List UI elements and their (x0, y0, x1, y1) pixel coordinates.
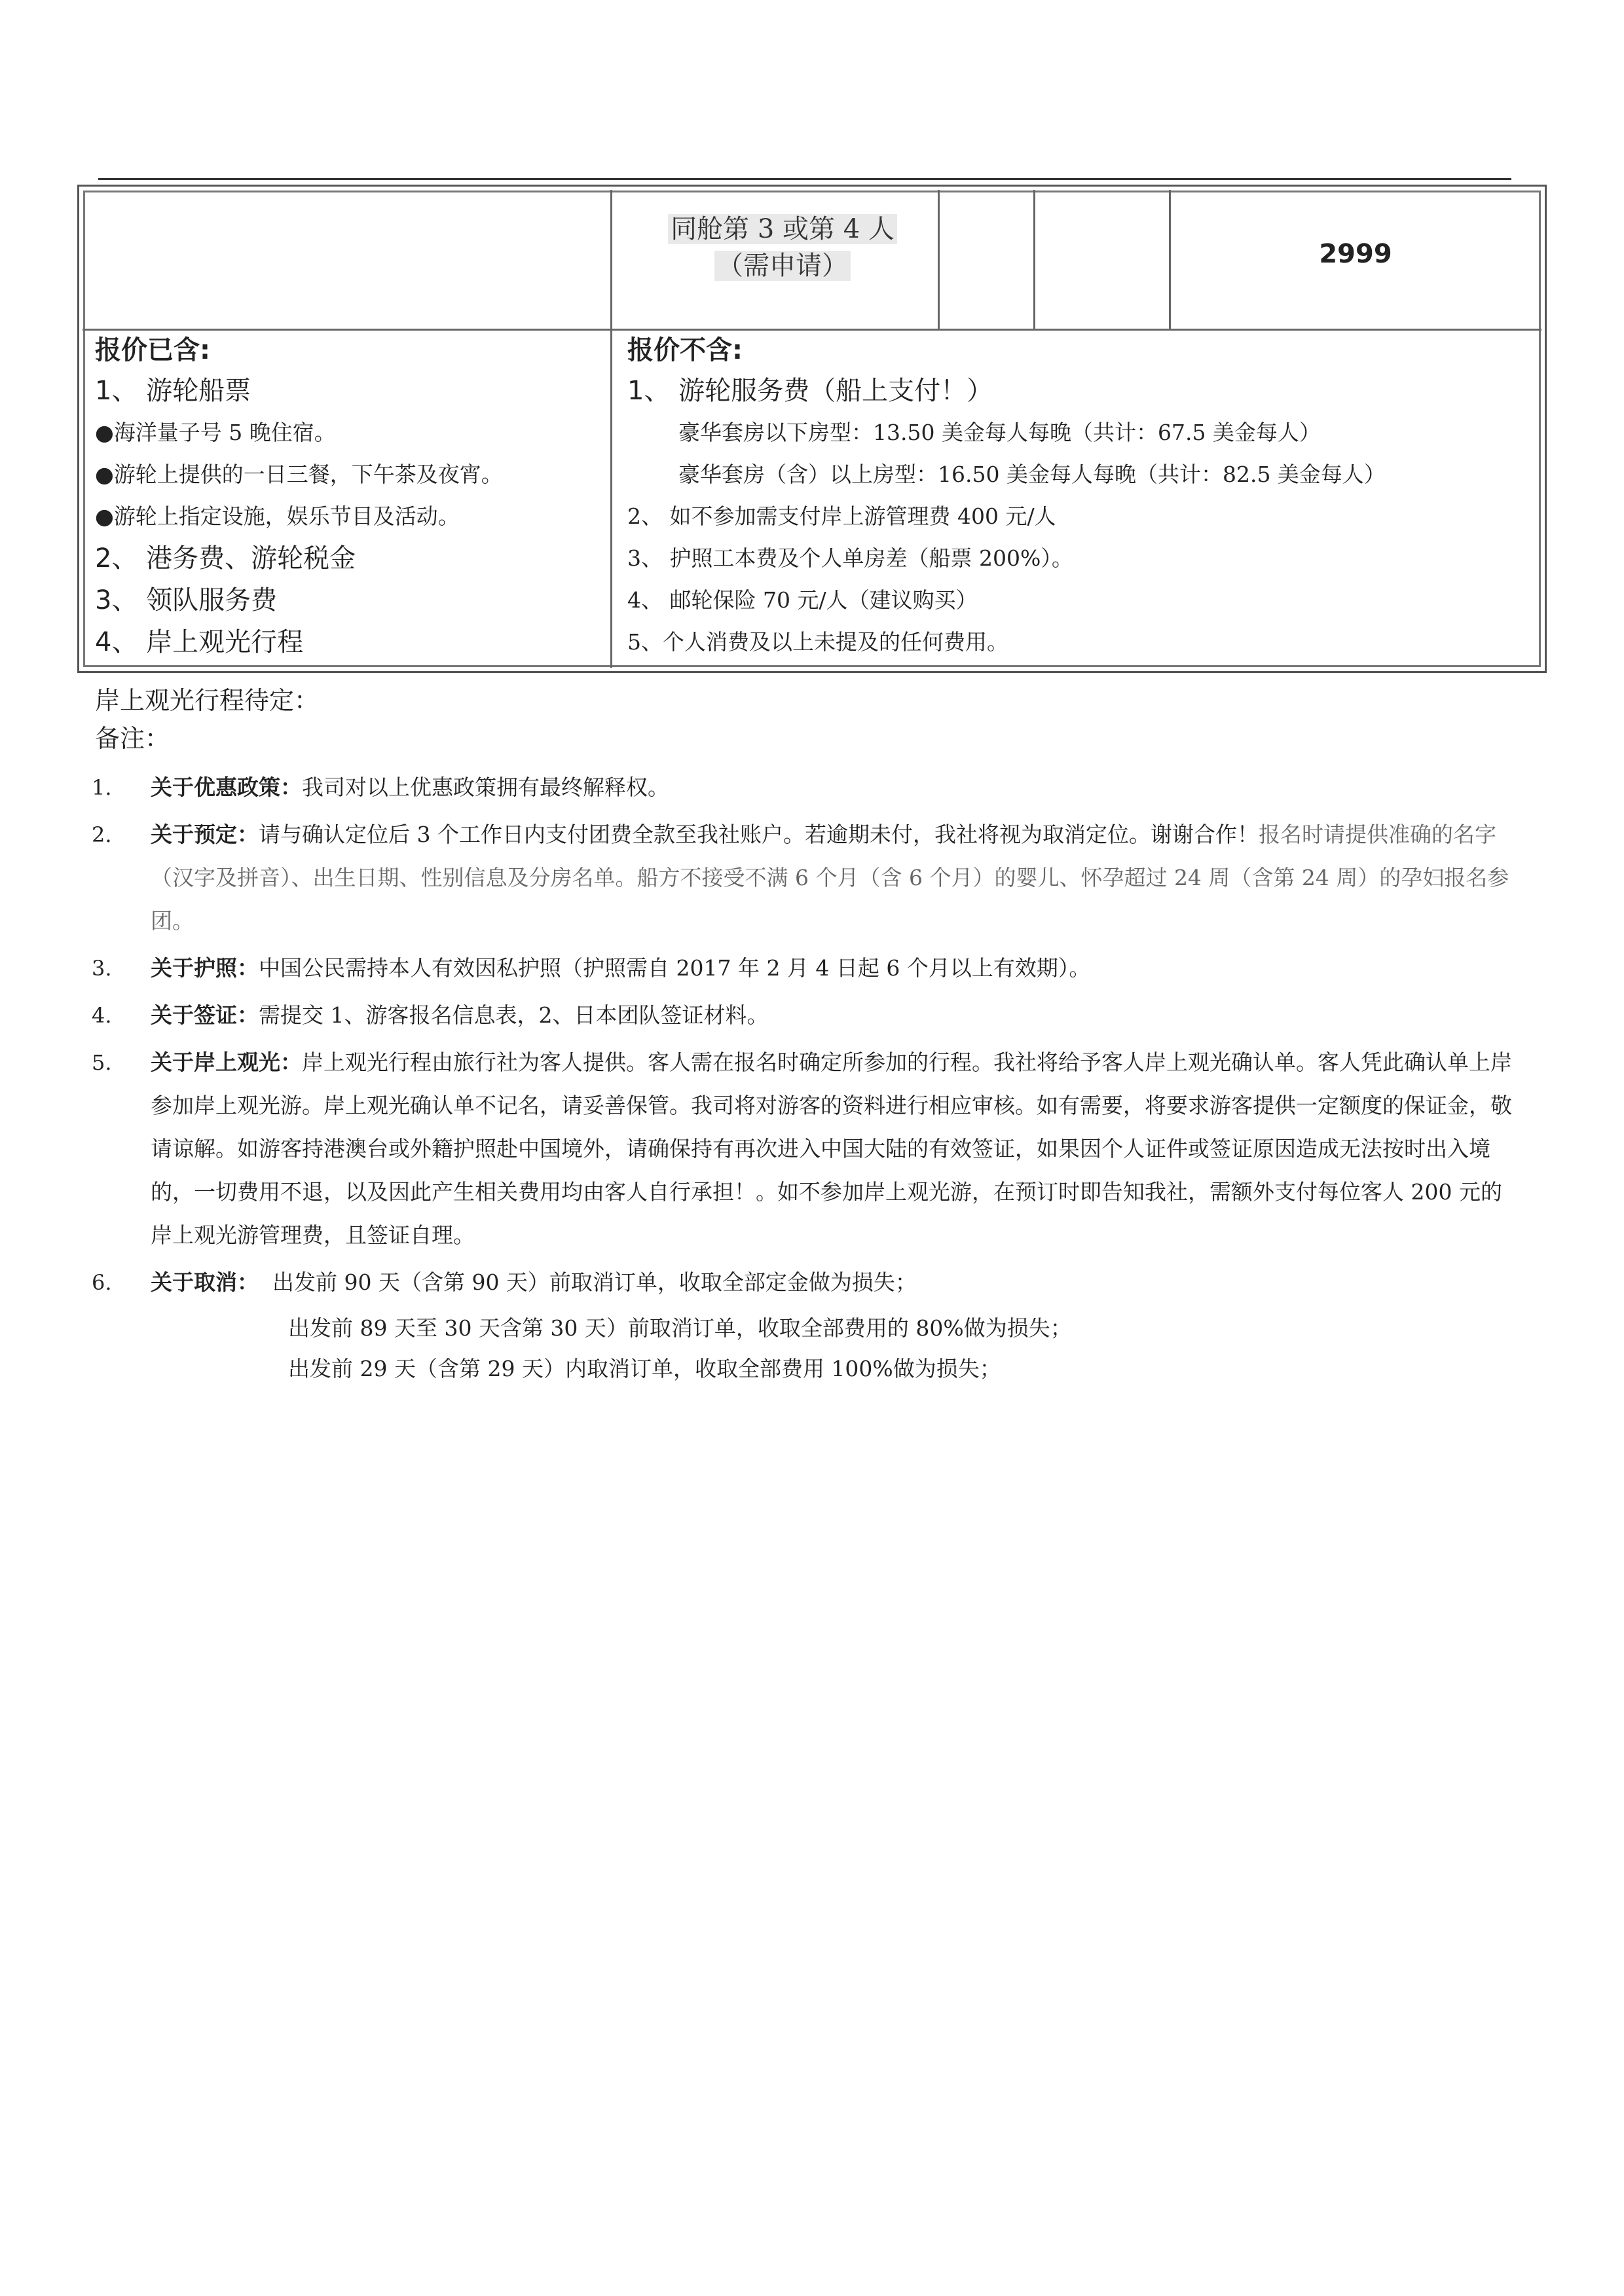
included-title: 报价已含: (95, 335, 210, 365)
cabin-label (619, 211, 946, 284)
remark-item (92, 1041, 1513, 1257)
remark-key: 关于取消： (151, 1269, 259, 1295)
remark-key: 关于护照： (151, 955, 259, 981)
header-rule (98, 178, 1511, 180)
excluded-subitem: 豪华套房（含）以上房型：16.50 美金每人每晚（共计：82.5 美金每人） (678, 462, 1386, 487)
remark-text: 需提交 1、游客报名信息表，2、日本团队签证材料。 (259, 1002, 769, 1028)
excluded-column (627, 331, 1531, 663)
cancel-rule: 出发前 89 天至 30 天含第 30 天）前取消订单，收取全部费用的 80%做为损失； (288, 1315, 1072, 1341)
table-divider (610, 190, 612, 668)
included-item: 2、 港务费、游轮税金 (95, 543, 356, 574)
price-value: 2999 (1319, 239, 1392, 269)
remark-number: 1. (92, 775, 112, 800)
included-item: 1、 游轮船票 (95, 376, 251, 406)
excluded-item: 1、 游轮服务费（船上支付！） (627, 376, 993, 406)
excluded-title: 报价不含: (627, 335, 743, 365)
excluded-item: 3、 护照工本费及个人单房差（船票 200%）。 (627, 545, 1073, 571)
remark-key: 关于优惠政策： (151, 774, 302, 800)
remark-number: 3. (92, 956, 112, 981)
remark-item (92, 1261, 1513, 1304)
remark-number: 4. (92, 1003, 112, 1028)
remark-item (92, 766, 1513, 809)
remark-text: 我司对以上优惠政策拥有最终解释权。 (302, 774, 669, 800)
remark-number: 5. (92, 1050, 112, 1075)
remarks-heading: 备注： (95, 724, 170, 753)
shore-pending-heading: 岸上观光行程待定： (95, 686, 320, 715)
cabin-label-line1: 同舱第 3 或第 4 人 (668, 214, 897, 244)
remark-item (92, 994, 1513, 1037)
remark-text: 请与确认定位后 3 个工作日内支付团费全款至我社账户。若逾期未付，我社将视为取消定位。谢谢合作！ (259, 822, 1259, 847)
remark-key: 关于预定： (151, 822, 259, 847)
cancel-rule: 出发前 90 天（含第 90 天）前取消订单，收取全部定金做为损失； (272, 1269, 917, 1295)
included-item: ●海洋量子号 5 晚住宿。 (95, 420, 336, 445)
remark-key: 关于签证： (151, 1002, 259, 1028)
remarks-list (92, 766, 1513, 1389)
remark-number: 2. (92, 822, 112, 847)
included-column (95, 331, 606, 663)
cancel-rule: 出发前 29 天（含第 29 天）内取消订单，收取全部费用 100%做为损失； (288, 1356, 1001, 1381)
remark-item (92, 947, 1513, 990)
excluded-item: 5、个人消费及以上未提及的任何费用。 (627, 629, 1008, 655)
remark-number: 6. (92, 1270, 112, 1295)
remark-text: 中国公民需持本人有效因私护照（护照需自 2017 年 2 月 4 日起 6 个月以上有效期）。 (259, 955, 1091, 981)
included-item: ●游轮上指定设施，娱乐节目及活动。 (95, 503, 460, 529)
remark-item (92, 813, 1513, 943)
table-divider (1169, 190, 1171, 329)
remark-text: 岸上观光行程由旅行社为客人提供。客人需在报名时确定所参加的行程。我社将给予客人岸上观光确认单。客人凭此确认单上岸参加岸上观光游。岸上观光确认单不记名，请妥善保管。我司将对游客的资料进行相应审核。如有需要，将要求游客提供一定额度的保证金，敬请谅解。如游客持港澳台或外籍护照赴中国境外，请确保持有再次进入中国大陆的有效签证，如果因个人证件或签证原因造成无法按时出入境的，一切费用不退，以及因此产生相关费用均由客人自行承担！。如不参加岸上观光游，在预订时即告知我社，需额外支付每位客人 200 元的岸上观光游管理费，且签证自理。 (151, 1049, 1512, 1248)
excluded-item: 2、 如不参加需支付岸上游管理费 400 元/人 (627, 503, 1056, 529)
excluded-item: 4、 邮轮保险 70 元/人（建议购买） (627, 587, 978, 613)
excluded-subitem: 豪华套房以下房型：13.50 美金每人每晚（共计：67.5 美金每人） (678, 420, 1321, 445)
cabin-label-line2: （需申请） (714, 251, 851, 281)
table-divider (1033, 190, 1035, 329)
included-item: 4、 岸上观光行程 (95, 627, 304, 657)
remark-key: 关于岸上观光： (151, 1049, 302, 1075)
remark-text-grey: 报名时请提供准确的名字（汉字及拼音）、出生日期、性别信息及分房名单。船方不接受不满 6 个月（含 6 个月）的婴儿、怀孕超过 24 周（含第 24 周）的孕妇报名参团。 (151, 822, 1509, 934)
included-item: ●游轮上提供的一日三餐，下午茶及夜宵。 (95, 462, 503, 487)
included-item: 3、 领队服务费 (95, 585, 278, 615)
